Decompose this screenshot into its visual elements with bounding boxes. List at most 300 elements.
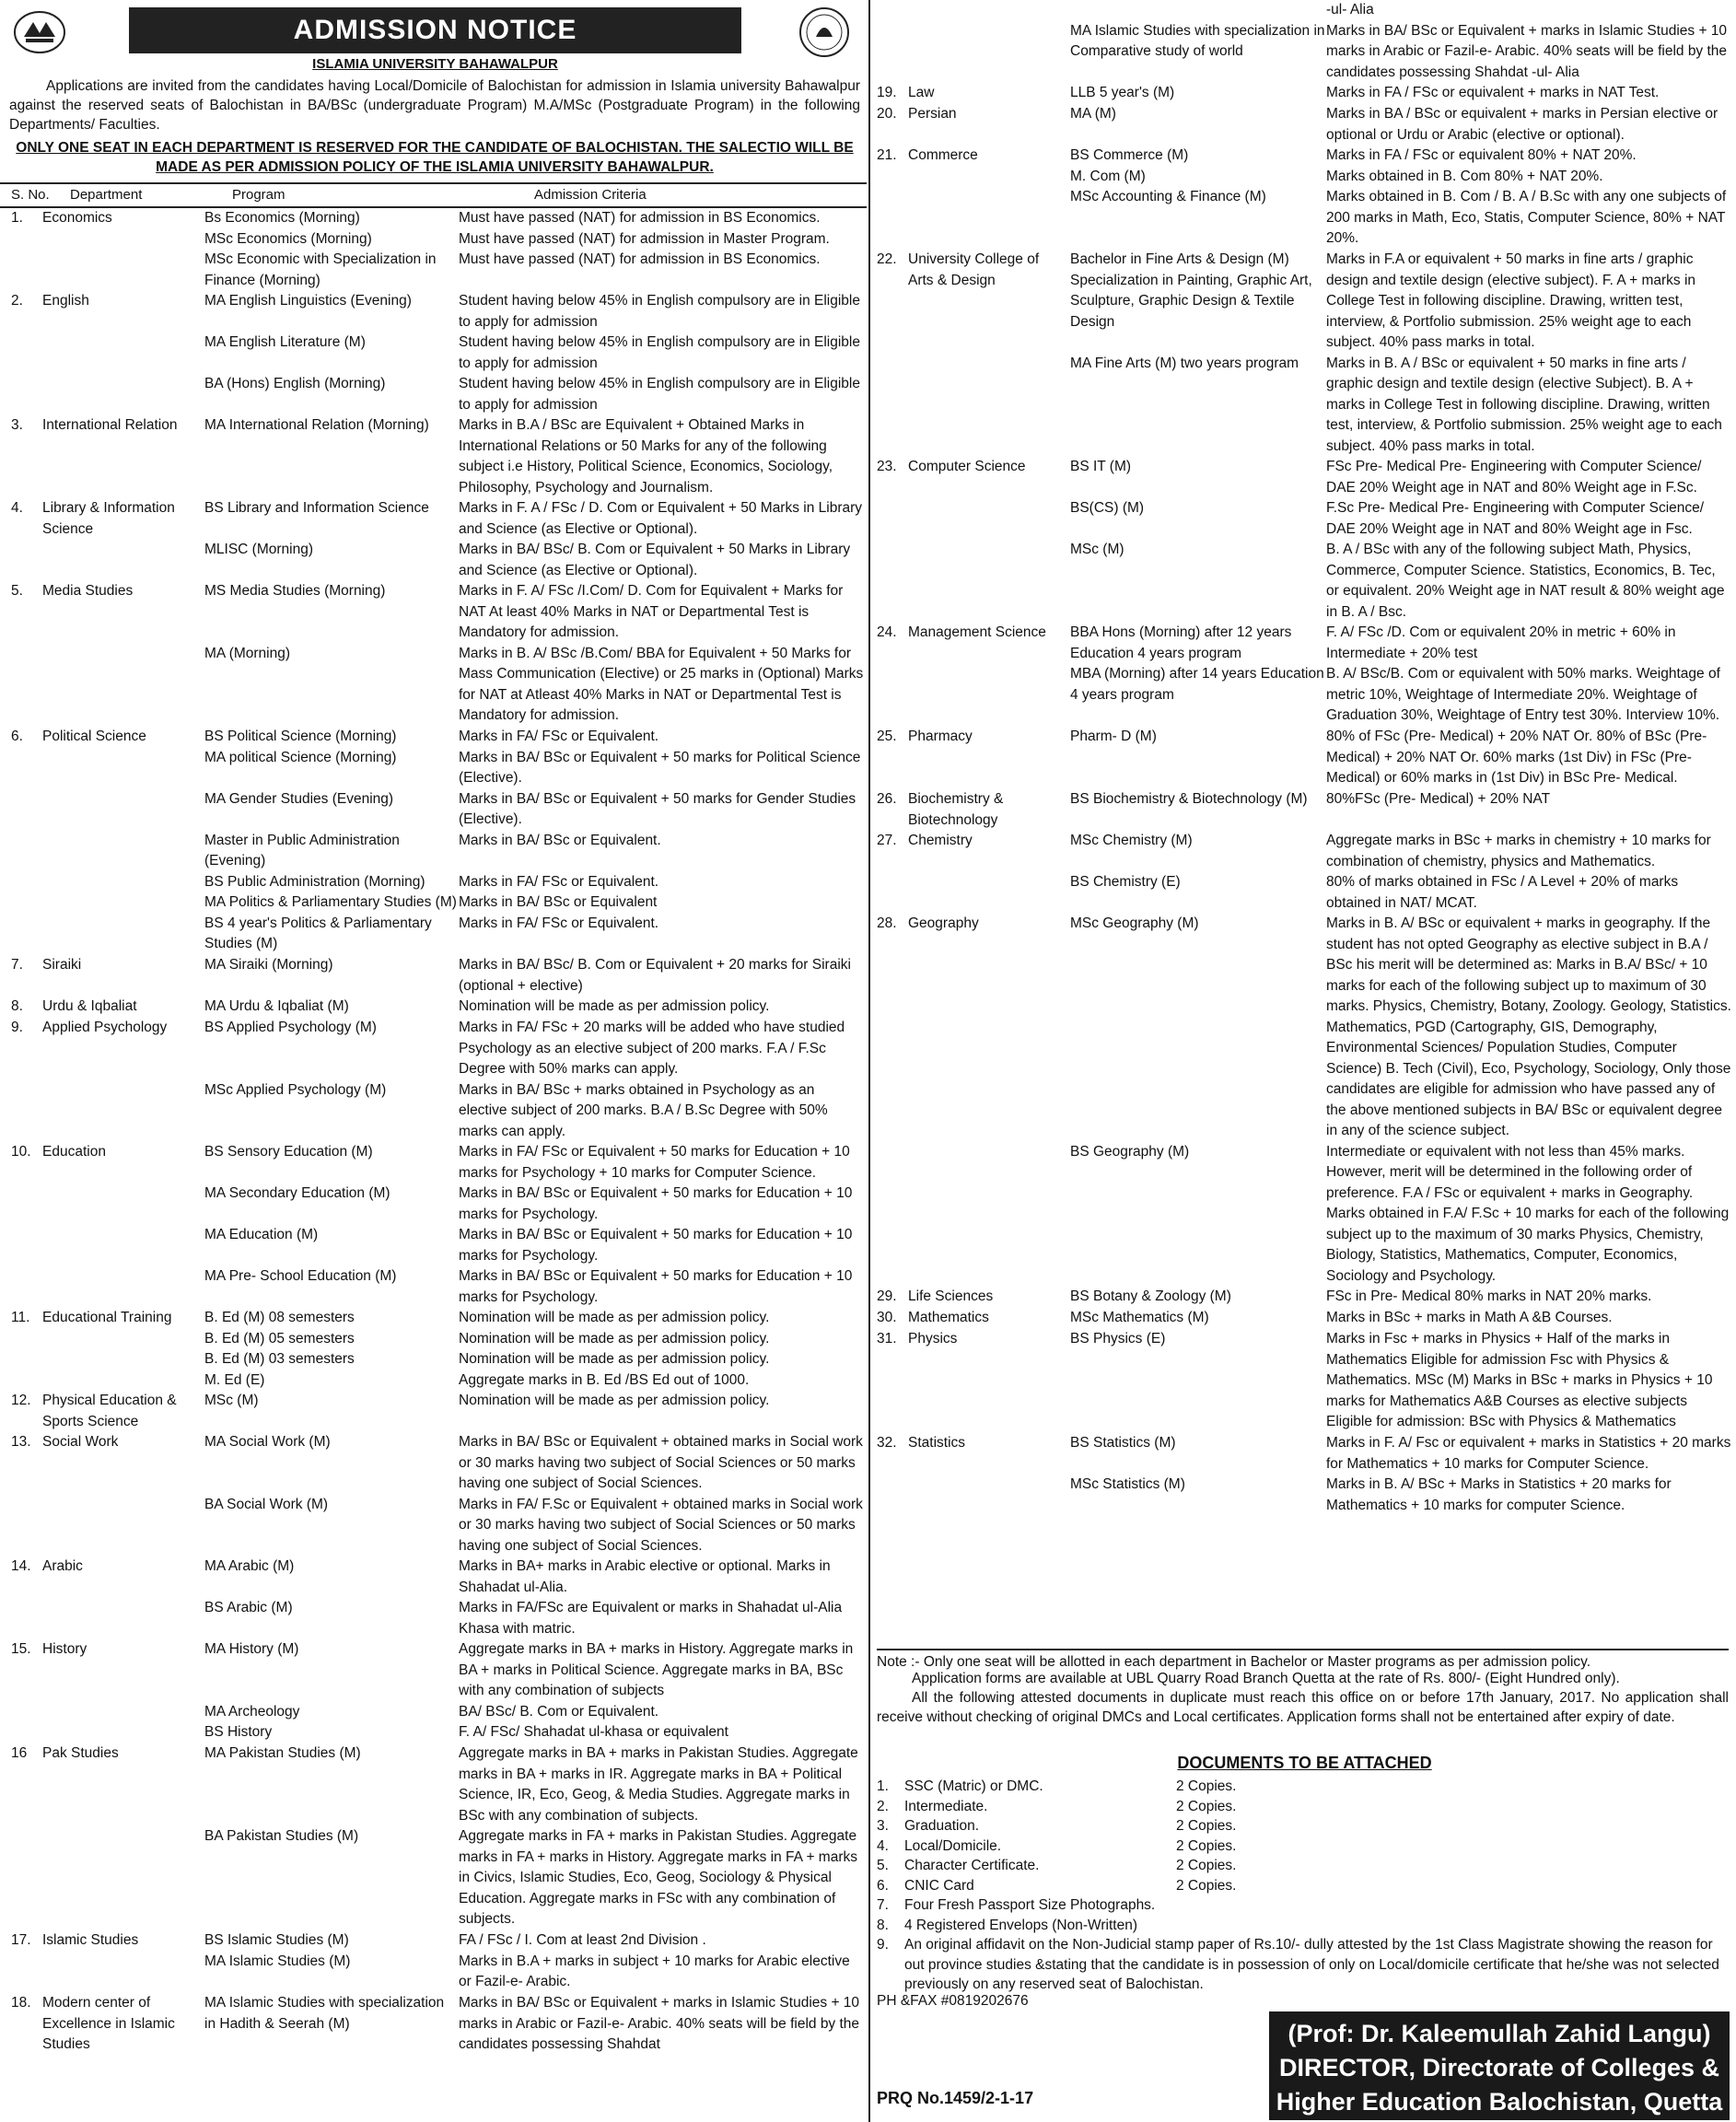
program-list: [204, 1930, 867, 1993]
program-name: BA Pakistan Studies (M): [204, 1828, 359, 1844]
admission-criteria: Marks in F.A or equivalent + 50 marks in fine arts / graphic design and textile design (elective subject). F. A + marks in College Test in following discipline. Drawing, written test, interview, & Portfolio submission. 25% weight age to each subject. 40% pass marks in total.: [1326, 251, 1696, 350]
admission-criteria: Marks in BA+ marks in Arabic elective or optional. Marks in Shahadat ul-Alia.: [459, 1558, 831, 1595]
table-row: [873, 457, 1736, 623]
program-entry: [1070, 457, 1736, 498]
department-name: Computer Science: [908, 459, 1026, 474]
program-name: B. Ed (M) 03 semesters: [204, 1351, 355, 1367]
program-entry: [204, 1432, 867, 1495]
row-number: 30.: [877, 1310, 897, 1325]
admission-criteria: Marks in B.A + marks in subject + 10 marks for Arabic elective or Fazil-e- Arabic.: [459, 1953, 850, 1989]
department-name: Mathematics: [908, 1310, 989, 1325]
program-name: MA Secondary Education (M): [204, 1185, 390, 1201]
row-number: 11.: [11, 1310, 30, 1325]
program-entry: [204, 332, 867, 374]
department-name: Educational Training: [42, 1310, 172, 1325]
admission-criteria: Marks in FA/ FSc or Equivalent.: [459, 915, 659, 931]
admission-criteria: Marks in BA/ BSc or Equivalent + 50 marks for Education + 10 marks for Psychology.: [459, 1268, 853, 1305]
program-list: [1070, 831, 1736, 914]
row-number: 28.: [877, 915, 897, 931]
program-name: MSc Economic with Specialization in Finance (Morning): [204, 251, 437, 288]
program-list: [1070, 83, 1736, 104]
program-name: MA (Morning): [204, 645, 291, 661]
table-row: [0, 1391, 867, 1432]
program-list: [204, 997, 867, 1018]
program-name: MA Pakistan Studies (M): [204, 1745, 361, 1761]
department-name: Urdu & Iqbaliat: [42, 998, 137, 1014]
admission-criteria: Aggregate marks in FA + marks in Pakistan Studies. Aggregate marks in FA + marks in History. Aggregate marks in FA + marks in Civics, Islamic Studies, Eco, Geog, Sociology & Physical Education. Aggregate marks in FSc with any combination of subjects.: [459, 1828, 857, 1927]
admission-criteria: Aggregate marks in BA + marks in History. Aggregate marks in BA + marks in Political Science. Aggregate marks in BA, BSc with any combination of subjects: [459, 1641, 854, 1698]
program-entry: [1070, 83, 1736, 104]
document-copies: 2 Copies.: [1176, 1858, 1237, 1873]
program-name: [1070, 0, 1326, 21]
department-name: Pak Studies: [42, 1745, 119, 1761]
program-entry: [204, 1225, 867, 1266]
program-name: MA Education (M): [204, 1227, 319, 1242]
program-entry: [1070, 1308, 1736, 1329]
department-name: Social Work: [42, 1434, 119, 1450]
program-entry: [204, 1349, 867, 1370]
department-name: International Relation: [42, 417, 178, 433]
admission-criteria: F.Sc Pre- Medical Pre- Engineering with Computer Science/ DAE 20% Weight age in NAT and 80% Weight age in Fsc.: [1326, 500, 1705, 537]
program-list: [204, 727, 867, 955]
program-entry: [204, 644, 867, 727]
header-sno: S. No.: [11, 187, 50, 203]
intro-paragraph: Applications are invited from the candidates having Local/Domicile of Balochistan for admission in Islamia university Bahawalpur against the reserved seats of Balochistan in BA/BSc (undergraduate Program) M.A/MSc (Postgraduate Program) in the following Departments/ Faculties.: [9, 78, 860, 133]
program-name: MSc Applied Psychology (M): [204, 1081, 387, 1098]
program-entry: [204, 1930, 867, 1952]
program-entry: [204, 1329, 867, 1350]
university-name: ISLAMIA UNIVERSITY BAHAWALPUR: [312, 56, 558, 72]
document-item: [877, 1935, 1729, 1995]
program-name: BA Social Work (M): [204, 1496, 329, 1512]
row-number: 21.: [877, 147, 897, 163]
program-entry: [204, 498, 867, 540]
row-number: 24.: [877, 624, 897, 640]
program-list: [204, 1639, 867, 1743]
program-list: [204, 1391, 867, 1412]
phone-fax: PH &FAX #0819202676: [877, 1993, 1029, 2009]
reserved-seat-statement: ONLY ONE SEAT IN EACH DEPARTMENT IS RESERVED FOR THE CANDIDATE OF BALOCHISTAN. THE SALECTIO WILL BE MADE AS PER ADMISSION POLICY OF THE ISLAMIA UNIVERSITY BAHAWALPUR.: [16, 140, 854, 175]
admission-criteria: Marks in BA/ BSc/ B. Com or Equivalent + 20 marks for Siraiki (optional + elective): [459, 957, 851, 994]
row-number: 10.: [11, 1144, 31, 1160]
admission-criteria: Marks in FA/ FSc + 20 marks will be added who have studied Psychology as an elective subject of 200 marks. F.A / F.Sc Degree with 50% marks can apply.: [459, 1020, 845, 1077]
row-number: 8.: [11, 998, 23, 1014]
program-name: BS Geography (M): [1070, 1143, 1190, 1160]
admission-criteria: Marks in Fsc + marks in Physics + Half of the marks in Mathematics Eligible for admission Fsc with Physics & Mathematics. MSc (M) Marks in BSc + marks in Physics + 10 marks for Mathematics A&B Courses as elective subjects Eligible for admission: BSc with Physics & Mathematics: [1326, 1331, 1713, 1429]
program-entry: [1070, 104, 1736, 146]
department-name: Modern center of Excellence in Islamic Studies: [42, 1995, 175, 2052]
table-row: [0, 581, 867, 727]
program-name: BS History: [204, 1724, 273, 1740]
department-name: Chemistry: [908, 833, 973, 848]
program-entry: [204, 727, 867, 748]
program-name: MSc Statistics (M): [1070, 1476, 1185, 1492]
admission-criteria: Marks in BA / BSc or equivalent + marks in Persian elective or optional or Urdu or Arabic (elective or optional).: [1326, 106, 1719, 143]
program-list: [1070, 789, 1736, 810]
program-entry: [1070, 498, 1736, 540]
header-criteria: Admission Criteria: [534, 187, 647, 203]
program-name: BS Arabic (M): [204, 1600, 293, 1615]
signature-block: [1269, 2011, 1730, 2120]
department-name: Physics: [908, 1331, 958, 1347]
program-entry: [204, 997, 867, 1018]
department-name: Commerce: [908, 147, 978, 163]
program-entry: [1070, 664, 1736, 727]
admission-criteria: Marks in F. A/ FSc /I.Com/ D. Com for Equivalent + Marks for NAT At least 40% Marks in NAT or Departmental Test is Mandatory for admission.: [459, 583, 844, 640]
row-number: 2.: [11, 293, 23, 309]
document-name: Intermediate.: [904, 1798, 988, 1814]
program-list: [1070, 1433, 1736, 1516]
program-name: M. Ed (E): [204, 1371, 265, 1388]
admission-criteria: FA / FSc / I. Com at least 2nd Division .: [459, 1932, 706, 1948]
document-name: An original affidavit on the Non-Judicial stamp paper of Rs.10/- dully attested by the 1st Class Magistrate showing the reason for out province studies &stating that the candidate is in possession of only on Local/domicile certificate that he/she was not selected previously on any reserved seat of Balochistan.: [904, 1937, 1719, 1992]
program-entry: [204, 374, 867, 415]
program-name: MA Islamic Studies with specialization in Comparative study of world: [1070, 22, 1325, 59]
table-row: [0, 955, 867, 997]
program-entry: [204, 1080, 867, 1143]
program-name: MA Social Work (M): [204, 1434, 331, 1450]
admission-criteria: Student having below 45% in English compulsory are in Eligible to apply for admission: [459, 293, 860, 330]
admission-criteria: Nomination will be made as per admission policy.: [459, 998, 770, 1014]
admission-criteria: Intermediate or equivalent with not less than 45% marks. However, merit will be determined in the following order of preference. F.A / FSc or equivalent + marks in Geography. Marks obtained in F.A/ F.Sc + 10 marks for each of the following subject up to the maximum of 30 marks Physics, Chemistry, Biology, Statistics, Mathematics, Computer, Economics, Sociology and Psychology.: [1326, 1143, 1730, 1284]
apply-deadline-text: All the following attested documents in duplicate must reach this office on or before 17th January, 2017. No application shall receive without checking of original DMCs and Local certificates. Application forms shall not be entertained after expiry of date.: [877, 1690, 1729, 1725]
program-entry: [1070, 1329, 1736, 1433]
row-number: 20.: [877, 106, 897, 122]
admission-criteria: Marks in B. A/ BSc /B.Com/ BBA for Equivalent + 50 Marks for Mass Communication (Elective) or 25 marks in (Optional) Marks for NAT at Atleast 40% Marks in NAT or Departmental Test is Mandatory for admission.: [459, 645, 864, 723]
admission-criteria: -ul- Alia: [1326, 2, 1374, 17]
program-name: MA Fine Arts (M) two years program: [1070, 355, 1299, 371]
program-name: BS Sensory Education (M): [204, 1144, 373, 1160]
prq-number: PRQ No.1459/2-1-17: [877, 2089, 1034, 2107]
program-name: MA English Linguistics (Evening): [204, 293, 412, 309]
table-row: [0, 727, 867, 955]
table-row: [0, 1930, 867, 1993]
department-name: Media Studies: [42, 583, 134, 599]
program-entry: [204, 1639, 867, 1702]
program-entry: [1070, 872, 1736, 914]
program-entry: [204, 1993, 867, 2056]
program-entry: [204, 1370, 867, 1392]
program-entry: [204, 208, 867, 229]
admission-criteria: BA/ BSc/ B. Com or Equivalent.: [459, 1703, 659, 1720]
row-number: 13.: [11, 1434, 31, 1450]
admission-criteria: Nomination will be made as per admission policy.: [459, 1330, 770, 1347]
table-row: [0, 1743, 867, 1930]
table-row: [0, 1557, 867, 1639]
program-name: BS Physics (E): [1070, 1331, 1166, 1347]
table-row: [873, 1308, 1736, 1329]
left-column: [0, 0, 867, 2122]
director-office: Higher Education Balochistan, Quetta: [1276, 2088, 1723, 2116]
admission-criteria: Marks in BA/ BSc or Equivalent.: [459, 832, 661, 848]
program-list: [204, 1432, 867, 1557]
table-row: [873, 1287, 1736, 1308]
row-number: 25.: [877, 729, 897, 744]
department-name: Library & Information Science: [42, 500, 175, 537]
program-list: [1070, 914, 1736, 1287]
program-entry: [204, 415, 867, 498]
document-copies: 2 Copies.: [1176, 1818, 1237, 1834]
program-list: [1070, 457, 1736, 623]
program-entry: [204, 914, 867, 955]
row-number: 4.: [11, 500, 23, 516]
admission-criteria: Marks in B. A / BSc or equivalent + 50 marks in fine arts / graphic design and textile design (elective Subject). B. A + marks in College Test in following discipline. Drawing, written test, interview, & Portfolio submission. 25% weight age to each subject. 40% pass marks in total.: [1326, 355, 1722, 454]
program-entry: [1070, 831, 1736, 872]
admission-criteria: Marks in BA/ BSc or Equivalent + 50 marks for Education + 10 marks for Psychology.: [459, 1227, 853, 1264]
program-list: [1070, 727, 1736, 789]
department-name: Pharmacy: [908, 729, 973, 744]
program-entry: [204, 1183, 867, 1225]
program-list: [204, 1142, 867, 1308]
note: Note :- Only one seat will be allotted in each department in Bachelor or Master programs as per admission policy.: [877, 1649, 1729, 1672]
program-list: [204, 1557, 867, 1639]
document-name: Four Fresh Passport Size Photographs.: [904, 1897, 1156, 1913]
row-number: 26.: [877, 791, 897, 807]
program-list: [204, 498, 867, 581]
row-number: 27.: [877, 833, 897, 848]
table-row: [873, 831, 1736, 914]
document-name: Character Certificate.: [904, 1858, 1040, 1873]
admission-criteria: 80% of FSc (Pre- Medical) + 20% NAT Or. 80% of BSc (Pre- Medical) + 20% NAT Or. 60% marks (1st Div) in FSc (Pre- Medical) or 60% marks in (1st Div) in BSc Pre- Medical.: [1326, 729, 1707, 786]
admission-criteria: B. A / BSc with any of the following subject Math, Physics, Commerce, Computer Science. Statistics, Economics, B. Tec, or equivalent. 20% Weight age in NAT result & 80% weight age in B. A / Bsc.: [1326, 542, 1725, 620]
admission-criteria: Marks in FA/ FSc or Equivalent.: [459, 729, 659, 744]
row-number: 5.: [11, 583, 23, 599]
document-item: [877, 1876, 1729, 1896]
admission-criteria: Student having below 45% in English compulsory are in Eligible to apply for admission: [459, 334, 860, 371]
program-name: MBA (Morning) after 14 years Education 4 years program: [1070, 666, 1324, 703]
program-entry: [1070, 623, 1736, 664]
admission-criteria: Student having below 45% in English compulsory are in Eligible to apply for admission: [459, 376, 860, 413]
program-name: BS Statistics (M): [1070, 1435, 1176, 1451]
table-row: [0, 1432, 867, 1557]
program-name: MA Urdu & Iqbaliat (M): [204, 998, 349, 1014]
program-entry: [204, 831, 867, 872]
program-entry: [1070, 1142, 1736, 1288]
row-number: 31.: [877, 1331, 897, 1347]
row-number: 32.: [877, 1435, 897, 1451]
notice-title: ADMISSION NOTICE: [129, 7, 741, 53]
admission-criteria: Marks obtained in B. Com 80% + NAT 20%.: [1326, 168, 1603, 184]
table-row: [0, 498, 867, 581]
program-entry: [204, 291, 867, 332]
program-name: B. Ed (M) 08 semesters: [204, 1310, 355, 1325]
program-entry: [204, 1722, 867, 1743]
document-name: Local/Domicile.: [904, 1837, 1002, 1854]
admission-criteria: Marks in BA/ BSc or Equivalent + marks in Islamic Studies + 10 marks in Arabic or Fazil-e- Arabic. 40% seats will be field by the candidates possessing Shahdat -ul- Alia: [1326, 22, 1728, 80]
document-item: [877, 1895, 1729, 1916]
admission-criteria: Marks in B. A/ BSc + Marks in Statistics + 20 marks for Mathematics + 10 marks for computer Science.: [1326, 1476, 1672, 1513]
program-entry: [1070, 21, 1736, 84]
program-list: [1070, 0, 1736, 83]
row-number: 15.: [11, 1641, 31, 1657]
program-list: [204, 581, 867, 727]
department-name: Persian: [908, 106, 957, 122]
program-name: BS Chemistry (E): [1070, 874, 1181, 890]
program-name: MA History (M): [204, 1641, 299, 1657]
table-row: [873, 83, 1736, 104]
admission-criteria: 80%FSc (Pre- Medical) + 20% NAT: [1326, 791, 1551, 807]
document-item: [877, 1797, 1729, 1817]
department-name: Education: [42, 1144, 106, 1160]
admission-criteria: Marks in BA/ BSc or Equivalent + obtained marks in Social work or 30 marks having two subject of Social Sciences or 50 marks having one subject of Social Sciences.: [459, 1434, 863, 1491]
department-name: Physical Education & Sports Science: [42, 1393, 177, 1429]
admission-criteria: Marks in FA/FSc are Equivalent or marks in Shahadat ul-Alia Khasa with matric.: [459, 1600, 843, 1637]
admission-criteria: 80% of marks obtained in FSc / A Level + 20% of marks obtained in NAT/ MCAT.: [1326, 874, 1679, 911]
admission-criteria: Marks obtained in B. Com / B. A / B.Sc with any one subjects of 200 marks in Math, Eco, Statis, Computer Science, 80% + NAT 20%.: [1326, 189, 1727, 246]
program-name: BS Applied Psychology (M): [204, 1020, 377, 1035]
program-list: [204, 1993, 867, 2056]
admission-criteria: Marks in BA/ BSc or Equivalent + 50 marks for Gender Studies (Elective).: [459, 790, 856, 827]
director-name: (Prof: Dr. Kaleemullah Zahid Langu): [1287, 2020, 1711, 2047]
application-instructions: [877, 1669, 1729, 1727]
program-name: M. Com (M): [1070, 168, 1146, 184]
program-name: MA (M): [1070, 106, 1116, 122]
program-entry: [204, 581, 867, 644]
document-item: [877, 1816, 1729, 1836]
admission-criteria: F. A/ FSc/ Shahadat ul-khasa or equivalent: [459, 1724, 728, 1740]
department-name: Siraiki: [42, 957, 82, 973]
program-name: BS(CS) (M): [1070, 500, 1145, 516]
department-name: Management Science: [908, 624, 1046, 640]
program-name: Master in Public Administration (Evening): [204, 832, 400, 869]
program-entry: [204, 1391, 867, 1412]
program-entry: [1070, 540, 1736, 623]
admission-criteria: Must have passed (NAT) for admission in Master Program.: [459, 230, 830, 247]
admission-criteria: Marks in BSc + marks in Math A &B Courses.: [1326, 1310, 1613, 1325]
admission-criteria: Nomination will be made as per admission policy.: [459, 1393, 770, 1408]
program-list: [204, 1018, 867, 1142]
program-name: Pharm- D (M): [1070, 729, 1157, 744]
program-entry: [1070, 0, 1736, 21]
document-name: Graduation.: [904, 1818, 979, 1834]
program-name: MSc Chemistry (M): [1070, 833, 1193, 848]
program-name: MA Siraiki (Morning): [204, 957, 333, 973]
admission-criteria: Marks in F. A / FSc / D. Com or Equivalent + 50 Marks in Library and Science (as Elective or Optional).: [459, 500, 863, 537]
right-column: [873, 0, 1736, 2122]
admission-criteria: Aggregate marks in BA + marks in Pakistan Studies. Aggregate marks in BA + marks in IR. Aggregate marks in BA + Political Science, IR, Eco, Geog, & Media Studies. Aggregate marks in BSc with any combination of subjects.: [459, 1745, 858, 1824]
program-entry: [1070, 1433, 1736, 1475]
program-list: [1070, 250, 1736, 457]
program-name: LLB 5 year's (M): [1070, 85, 1175, 100]
program-name: BA (Hons) English (Morning): [204, 376, 386, 391]
row-number: 12.: [11, 1393, 31, 1408]
document-item: [877, 1836, 1729, 1857]
program-name: BS 4 year's Politics & Parliamentary Studies (M): [204, 915, 432, 951]
table-row: [0, 415, 867, 498]
university-emblem-icon: [13, 6, 66, 59]
program-entry: [1070, 1287, 1736, 1308]
department-name: Applied Psychology: [42, 1020, 168, 1035]
program-name: MA Arabic (M): [204, 1558, 295, 1574]
program-name: MA Archeology: [204, 1703, 300, 1720]
program-entry: [204, 1743, 867, 1826]
table-row: [873, 1433, 1736, 1516]
program-list: [1070, 1287, 1736, 1308]
documents-title: DOCUMENTS TO BE ATTACHED: [1177, 1754, 1432, 1772]
left-table: [0, 182, 867, 2056]
row-number: 19.: [877, 85, 897, 100]
row-number: 14.: [11, 1558, 31, 1574]
right-table: [873, 0, 1736, 1516]
admission-criteria: B. A/ BSc/B. Com or equivalent with 50% marks. Weightage of metric 10%, Weightage of Intermediate 20%. Weightage of Graduation 30%, Weightage of Entry test 30%. Interview 10%.: [1326, 666, 1720, 723]
admission-criteria: FSc Pre- Medical Pre- Engineering with Computer Science/ DAE 20% Weight age in NAT and 80% Weight age in F.Sc.: [1326, 459, 1702, 496]
document-number: 7.: [877, 1897, 889, 1913]
program-entry: [1070, 187, 1736, 250]
program-name: Bs Economics (Morning): [204, 210, 360, 226]
program-entry: [1070, 727, 1736, 789]
program-entry: [204, 1557, 867, 1598]
department-name: Life Sciences: [908, 1288, 994, 1304]
document-name: CNIC Card: [904, 1877, 974, 1894]
admission-criteria: Marks in FA/ FSc or Equivalent + 50 marks for Education + 10 marks for Psychology + 10 marks for Computer Science.: [459, 1144, 850, 1181]
document-copies: 2 Copies.: [1176, 1837, 1237, 1854]
table-row: [0, 1308, 867, 1391]
document-name: 4 Registered Envelops (Non-Written): [904, 1917, 1137, 1933]
admission-criteria: Marks in BA/ BSc or Equivalent + 50 marks for Political Science (Elective).: [459, 749, 861, 786]
table-row: [0, 1993, 867, 2056]
table-row: [873, 146, 1736, 250]
admission-criteria: Nomination will be made as per admission policy.: [459, 1351, 770, 1367]
department-name: Statistics: [908, 1435, 966, 1451]
row-number: 17.: [11, 1932, 31, 1948]
admission-criteria: Marks in FA/ F.Sc or Equivalent + obtained marks in Social work or 30 marks having two subject of Social Sciences or 50 marks having one subject of Social Sciences.: [459, 1496, 863, 1554]
program-name: MA English Literature (M): [204, 334, 366, 350]
admission-criteria: Must have passed (NAT) for admission in BS Economics.: [459, 210, 821, 226]
table-row: [0, 208, 867, 291]
program-entry: [1070, 789, 1736, 810]
program-entry: [204, 1826, 867, 1930]
program-list: [204, 415, 867, 498]
document-number: 5.: [877, 1858, 889, 1873]
table-row: [0, 1018, 867, 1142]
row-number: 6.: [11, 729, 23, 744]
document-number: 3.: [877, 1818, 889, 1834]
program-entry: [204, 250, 867, 291]
department-name: History: [42, 1641, 87, 1657]
admission-criteria: Marks in FA/ FSc or Equivalent.: [459, 873, 659, 890]
program-name: MSc Accounting & Finance (M): [1070, 189, 1266, 204]
document-number: 9.: [877, 1937, 889, 1953]
department-name: Political Science: [42, 729, 146, 744]
admission-criteria: Marks in BA/ BSc or Equivalent: [459, 894, 658, 910]
row-number: 3.: [11, 417, 23, 433]
program-name: BS Biochemistry & Biotechnology (M): [1070, 791, 1308, 807]
table-row: [873, 914, 1736, 1287]
row-number: 7.: [11, 957, 23, 973]
program-name: MA International Relation (Morning): [204, 417, 429, 433]
document-copies: 2 Copies.: [1176, 1877, 1237, 1894]
admission-criteria: F. A/ FSc /D. Com or equivalent 20% in metric + 60% in Intermediate + 20% test: [1326, 624, 1676, 661]
table-header: [0, 182, 867, 208]
program-entry: [204, 1018, 867, 1080]
program-name: BS Library and Information Science: [204, 500, 429, 516]
column-divider: [868, 0, 870, 2122]
table-row: [873, 104, 1736, 146]
program-list: [1070, 1308, 1736, 1329]
table-row: [873, 727, 1736, 789]
program-list: [204, 1308, 867, 1391]
program-entry: [204, 748, 867, 789]
program-name: MA Islamic Studies with specialization in Hadith & Seerah (M): [204, 1995, 445, 2032]
apply-forms-text: Application forms are available at UBL Quarry Road Branch Quetta at the rate of Rs. 800/- (Eight Hundred only).: [912, 1671, 1620, 1686]
admission-criteria: Marks in B. A/ BSc or equivalent + marks in geography. If the student has not opted Geography as elective subject in B.A / BSc his merit will be determined as: Marks in B.A/ BSc/ + 10 marks for each of the following subject up to maximum of 30 marks. Physics, Chemistry, Botany, Zoology. Geology, Statistics. Mathematics, PGD (Cartography, GIS, Demography, Environmental Sciences/ Population Studies, Computer Science) B. Tech (Civil), Eco, Psychology, Sociology, Only those candidates are eligible for admission who have passed any of the above mentioned subjects in BA/ BSc or equivalent degree in any of the science subject.: [1326, 915, 1731, 1138]
table-row: [873, 789, 1736, 831]
program-entry: [1070, 146, 1736, 167]
program-name: BS Botany & Zoology (M): [1070, 1288, 1231, 1304]
table-row: [0, 291, 867, 415]
admission-criteria: Marks in BA/ BSc or Equivalent + 50 marks for Education + 10 marks for Psychology.: [459, 1185, 853, 1222]
program-entry: [204, 540, 867, 581]
